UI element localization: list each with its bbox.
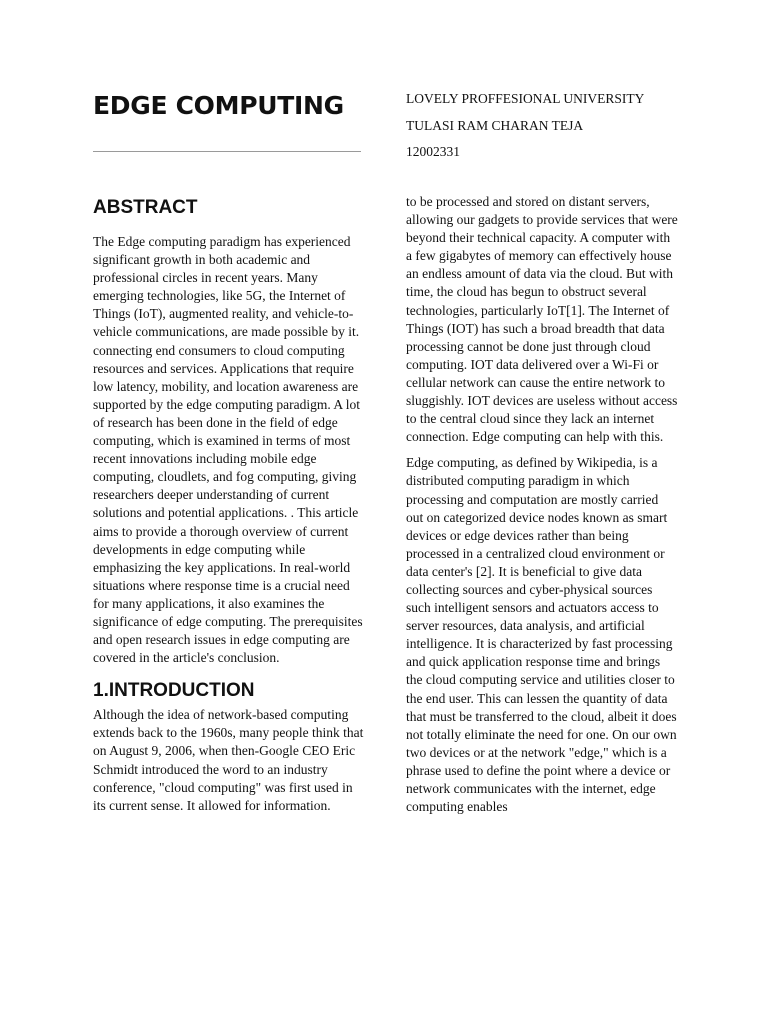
introduction-paragraph-2: to be processed and stored on distant servers, allowing our gadgets to provide services that were beyond their technical capacity. A computer with a few gigabytes of memory can effectively house an endless amount of data via the cloud. But with time, the cloud has begun to obstruct several technologies, particularly IoT[1]. The Internet of Things (IOT) has such a broad breadth that data processing cannot be done just through cloud computing. IOT data delivered over a Wi-Fi or cellular network can cause the entire network to sluggishly. IOT devices are useless without access to the central cloud since they lack an internet connection. Edge computing can help with this. [406, 194, 678, 445]
author-name: TULASI RAM CHARAN TEJA [406, 117, 584, 133]
introduction-paragraph-3: Edge computing, as defined by Wikipedia, is a distributed computing paradigm in which processing and computation are mostly carried out on categorized device nodes known as smart devices or edge devices rather than being processed in a centralized cloud environment or data center's [2]. It is beneficial to give data collecting sources and cyber-physical sources such intelligent sensors and actuators access to server resources, data analysis, and artificial intelligence. It is characterized by fast processing and quick application response time and brings the cloud computing service and utilities closer to the end user. This can lessen the quantity of data that must be transferred to the cloud, albeit it does not totally eliminate the need for one. On our own two devices or at the network "edge," which is a phrase used to define the point where a device or network communicates with the internet, edge computing enables [406, 455, 677, 815]
university-name: LOVELY PROFFESIONAL UNIVERSITY [406, 91, 645, 106]
author-block [406, 86, 644, 166]
right-column [406, 193, 678, 816]
registration-number: 12002331 [406, 144, 460, 159]
left-column [93, 196, 365, 815]
introduction-paragraph-1: Although the idea of network-based computing extends back to the 1960s, many people think that on August 9, 2006, when then-Google CEO Eric Schmidt introduced the word to an industry conference, "cloud computing" was first used in its current sense. It allowed for information. [93, 707, 364, 813]
abstract-heading: ABSTRACT [93, 197, 198, 218]
title-divider [93, 151, 361, 152]
introduction-heading: 1.INTRODUCTION [93, 680, 255, 702]
paper-title: EDGE COMPUTING [93, 91, 344, 120]
abstract-body: The Edge computing paradigm has experienced significant growth in both academic and professional circles in recent years. Many emerging technologies, like 5G, the Internet of Things (IoT), augmented reality, and vehicle-to-vehicle communications, are made possible by it. connecting end consumers to cloud computing resources and services. Applications that require low latency, mobility, and location awareness are supported by the edge computing paradigm. A lot of research has been done in the field of edge computing, which is examined in terms of most recent innovations including mobile edge computing, cloudlets, and fog computing, giving researchers deeper understanding of current solutions and potential applications. . This article aims to provide a thorough overview of current developments in edge computing while emphasizing the key applications. In real-world situations where response time is a crucial need for many applications, it also examines the significance of edge computing. The prerequisites and open research issues in edge computing are covered in the article's conclusion. [93, 234, 363, 666]
